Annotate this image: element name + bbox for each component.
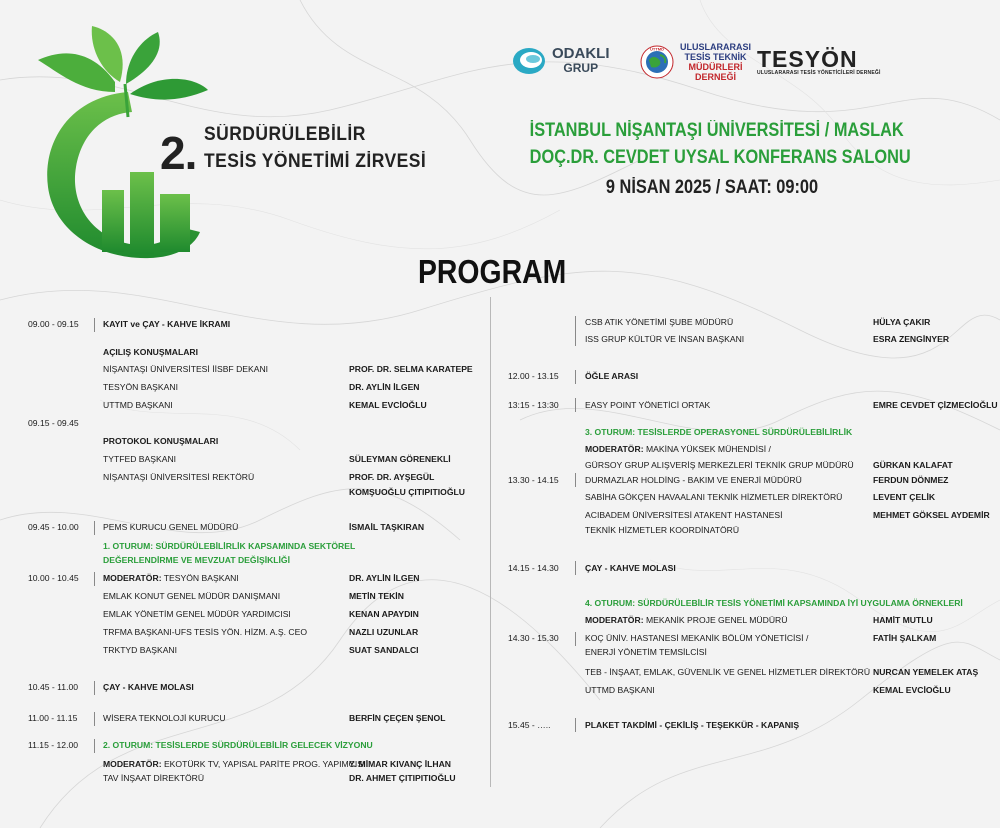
- venue-line2: DOÇ.DR. CEVDET UYSAL KONFERANS SALONU: [529, 147, 911, 168]
- time-slot: 09.00 - 09.15: [28, 319, 79, 329]
- speaker-role-cont: TEKNİK HİZMETLER KOORDİNATÖRÜ: [585, 525, 740, 535]
- session-heading: 4. OTURUM: SÜRDÜRÜLEBİLİR TESİS YÖNETİMİ KAPSAMINDA İYİ UYGULAMA ÖRNEKLERİ: [585, 598, 963, 608]
- speaker-role: GÜRSOY GRUP ALIŞVERİŞ MERKEZLERİ TEKNİK GRUP MÜDÜRÜ: [585, 460, 854, 470]
- speaker-role: MAKİNA YÜKSEK MÜHENDİSİ /: [645, 444, 771, 454]
- section-title: PROTOKOL KONUŞMALARI: [103, 436, 219, 446]
- speaker-role: EKOTÜRK TV, YAPISAL PARİTE PROG. YAPIMCISI: [163, 759, 366, 769]
- time-divider: [94, 572, 95, 586]
- speaker-name: İSMAİL TAŞKIRAN: [349, 522, 425, 532]
- speaker-name: KEMAL EVCİOĞLU: [873, 685, 951, 695]
- session-title: ÇAY - KAHVE MOLASI: [585, 563, 676, 573]
- time-slot: 13:15 - 13:30: [508, 400, 559, 410]
- time-slot: 11.00 - 11.15: [28, 713, 78, 723]
- speaker-name: LEVENT ÇELİK: [873, 492, 936, 502]
- session-heading: 3. OTURUM: TESİSLERDE OPERASYONEL SÜRDÜRÜLEBİLİRLİK: [585, 427, 853, 437]
- odakli-sub: GRUP: [563, 61, 599, 75]
- speaker-role: SABİHA GÖKÇEN HAVAALANI TEKNİK HİZMETLER DİREKTÖRÜ: [585, 492, 843, 502]
- speaker-name: METİN TEKİN: [349, 591, 404, 601]
- uttmd-globe-icon: [640, 45, 674, 79]
- section-title: AÇILIŞ KONUŞMALARI: [103, 347, 199, 357]
- speaker-role: PEMS KURUCU GENEL MÜDÜRÜ: [103, 522, 239, 532]
- speaker-name: DR. AYLİN İLGEN: [349, 382, 420, 392]
- uttmd-line4: DERNEĞİ: [694, 72, 736, 82]
- time-slot: 13.30 - 14.15: [508, 475, 559, 485]
- time-slot: 14.15 - 14.30: [508, 563, 559, 573]
- speaker-role: EMLAK KONUT GENEL MÜDÜR DANIŞMANI: [103, 591, 281, 601]
- time-divider: [575, 632, 576, 646]
- tesyon-logo: [755, 48, 881, 76]
- moderator-label: MODERATÖR:: [585, 615, 644, 625]
- venue-date: 9 NİSAN 2025 / SAAT: 09:00: [605, 177, 819, 198]
- session-title: KAYIT ve ÇAY - KAHVE İKRAMI: [103, 319, 231, 329]
- speaker-role: CSB ATIK YÖNETİMİ ŞUBE MÜDÜRÜ: [585, 317, 734, 327]
- time-slot: 14.30 - 15.30: [508, 633, 559, 643]
- speaker-role: MEKANİK PROJE GENEL MÜDÜRÜ: [645, 615, 788, 625]
- time-divider: [575, 473, 576, 487]
- speaker-name: GÜRKAN KALAFAT: [873, 460, 953, 470]
- time-divider: [575, 718, 576, 732]
- speaker-name: NAZLI UZUNLAR: [349, 627, 419, 637]
- speaker-role: TAV İNŞAAT DİREKTÖRÜ: [103, 773, 205, 783]
- speaker-name: HAMİT MUTLU: [873, 615, 933, 625]
- speaker-role: UTTMD BAŞKANI: [103, 400, 173, 410]
- speaker-name: KEMAL EVCİOĞLU: [349, 400, 427, 410]
- tesyon-name: TESYÖN: [757, 46, 858, 72]
- tesyon-sub: ULUSLARARASI TESİS YÖNETİCİLERİ DERNEĞİ: [757, 70, 881, 76]
- speaker-role-cont: ENERJİ YÖNETİM TEMSİLCİSİ: [585, 647, 707, 657]
- speaker-name: KENAN APAYDIN: [349, 609, 419, 619]
- time-divider: [575, 316, 576, 346]
- speaker-name: FATİH ŞALKAM: [873, 633, 937, 643]
- speaker-name: Y. MİMAR KIVANÇ İLHAN: [349, 759, 452, 769]
- speaker-role: UTTMD BAŞKANI: [585, 685, 655, 695]
- session-title: ÇAY - KAHVE MOLASI: [103, 682, 194, 692]
- speaker-name: FERDUN DÖNMEZ: [873, 475, 949, 485]
- odakli-grup-logo: [512, 46, 610, 76]
- speaker-role: TRKTYD BAŞKANI: [103, 645, 178, 655]
- speaker-name: PROF. DR. AYŞEGÜL: [349, 472, 435, 482]
- time-divider: [94, 681, 95, 695]
- speaker-role: WİSERA TEKNOLOJİ KURUCU: [103, 713, 226, 723]
- time-slot: 09.15 - 09.45: [28, 418, 79, 428]
- speaker-role: TRFMA BAŞKANI-UFS TESİS YÖN. HİZM. A.Ş. CEO: [103, 627, 308, 637]
- speaker-role: ISS GRUP KÜLTÜR VE İNSAN BAŞKANI: [585, 334, 745, 344]
- time-divider: [575, 370, 576, 384]
- speaker-name: ESRA ZENGİNYER: [873, 334, 950, 344]
- speaker-role: DURMAZLAR HOLDİNG - BAKIM VE ENERJİ MÜDÜRÜ: [585, 475, 802, 485]
- speaker-role: TEB - İNŞAAT, EMLAK, GÜVENLİK VE GENEL HİZMETLER DİREKTÖRÜ: [585, 667, 871, 677]
- speaker-role: NİŞANTAŞI ÜNİVERSİTESİ İİSBF DEKANI: [103, 364, 269, 374]
- odakli-swirl-icon: [512, 46, 546, 76]
- moderator-line: [103, 573, 239, 584]
- time-slot: 09.45 - 10.00: [28, 522, 79, 532]
- speaker-role: KOÇ ÜNİV. HASTANESİ MEKANİK BÖLÜM YÖNETİCİSİ /: [585, 633, 809, 643]
- speaker-name: MEHMET GÖKSEL AYDEMİR: [873, 510, 990, 520]
- program-heading: PROGRAM: [418, 253, 567, 290]
- moderator-line: [103, 759, 365, 770]
- speaker-name: DR. AYLİN İLGEN: [349, 573, 420, 583]
- speaker-name: EMRE CEVDET ÇİZMECİOĞLU: [873, 400, 998, 410]
- session-heading: 2. OTURUM: TESİSLERDE SÜRDÜRÜLEBİLİR GELECEK VİZYONU: [103, 740, 373, 750]
- speaker-name: HÜLYA ÇAKIR: [873, 317, 931, 327]
- session-heading: 1. OTURUM: SÜRDÜRÜLEBİLİRLİK KAPSAMINDA SEKTÖREL: [103, 541, 356, 551]
- speaker-role: NİŞANTAŞI ÜNİVERSİTESİ REKTÖRÜ: [103, 472, 255, 482]
- moderator-label: MODERATÖR:: [103, 759, 162, 769]
- uttmd-line3: MÜDÜRLERİ: [688, 62, 743, 72]
- event-title-line2: TESİS YÖNETİMİ ZİRVESİ: [204, 151, 427, 172]
- time-divider: [94, 712, 95, 726]
- session-title: ÖĞLE ARASI: [585, 371, 639, 381]
- session-title: PLAKET TAKDİMİ - ÇEKİLİŞ - TEŞEKKÜR - KAPANIŞ: [585, 720, 800, 730]
- moderator-label: MODERATÖR:: [585, 444, 644, 454]
- venue-line1: İSTANBUL NİŞANTAŞI ÜNİVERSİTESİ / MASLAK: [529, 120, 904, 141]
- speaker-role: TESYÖN BAŞKANI: [103, 382, 178, 392]
- time-divider: [575, 398, 576, 412]
- moderator-line: [585, 444, 771, 455]
- time-slot: 12.00 - 13.15: [508, 371, 559, 381]
- moderator-label: MODERATÖR:: [103, 573, 162, 583]
- time-slot: 10.00 - 10.45: [28, 573, 79, 583]
- time-divider: [94, 739, 95, 753]
- time-divider: [94, 318, 95, 332]
- event-title-line1: SÜRDÜRÜLEBİLİR: [204, 124, 366, 145]
- time-slot: 11.15 - 12.00: [28, 740, 79, 750]
- speaker-name: NURCAN YEMELEK ATAŞ: [873, 667, 979, 677]
- speaker-name: BERFİN ÇEÇEN ŞENOL: [349, 713, 446, 723]
- time-slot: 15.45 - …..: [508, 720, 551, 730]
- speaker-role: ACIBADEM ÜNİVERSİTESİ ATAKENT HASTANESİ: [585, 510, 783, 520]
- odakli-name: ODAKLI: [552, 45, 610, 62]
- event-number: 2.: [160, 127, 197, 179]
- time-divider: [94, 521, 95, 535]
- moderator-line: [585, 615, 787, 626]
- column-divider: [490, 297, 491, 787]
- uttmd-logo: [640, 42, 751, 82]
- speaker-name: SÜLEYMAN GÖRENEKLİ: [349, 454, 451, 464]
- speaker-role: EMLAK YÖNETİM GENEL MÜDÜR YARDIMCISI: [103, 609, 291, 619]
- speaker-role: EASY POINT YÖNETİCİ ORTAK: [585, 400, 711, 410]
- uttmd-line2: TESİS TEKNİK: [684, 52, 747, 62]
- speaker-name-cont: KOMŞUOĞLU ÇITIPITIOĞLU: [349, 487, 466, 497]
- speaker-name: SUAT SANDALCI: [349, 645, 419, 655]
- speaker-role: TYTFED BAŞKANI: [103, 454, 177, 464]
- uttmd-ring-text: UTTMD: [650, 46, 664, 52]
- time-slot: 10.45 - 11.00: [28, 682, 79, 692]
- speaker-name: DR. AHMET ÇITIPITIOĞLU: [349, 773, 456, 783]
- time-divider: [575, 561, 576, 575]
- speaker-role: TESYÖN BAŞKANI: [163, 573, 239, 583]
- uttmd-line1: ULUSLARARASI: [680, 42, 751, 52]
- session-heading-cont: DEĞERLENDİRME VE MEVZUAT DEĞİŞİKLİĞİ: [103, 555, 291, 565]
- speaker-name: PROF. DR. SELMA KARATEPE: [349, 364, 473, 374]
